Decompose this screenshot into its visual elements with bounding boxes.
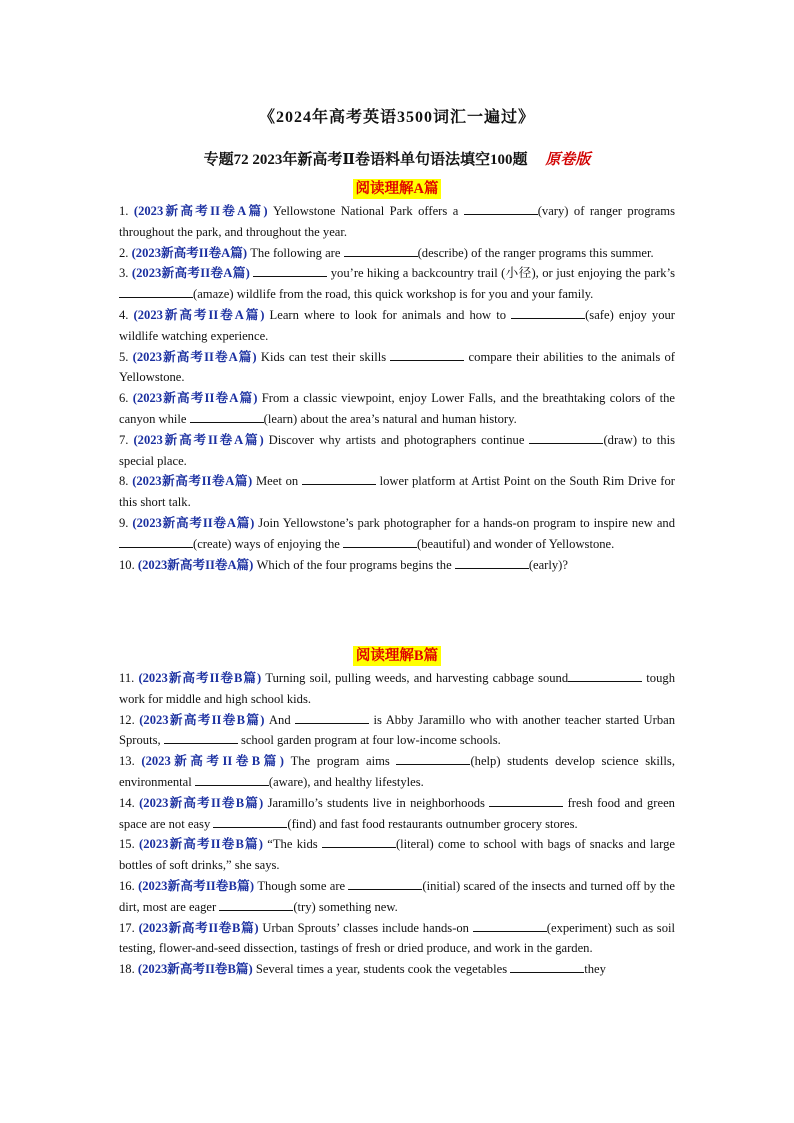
question-text: lower platform at Artist Point on the South Rim Drive for this short talk. bbox=[119, 474, 675, 510]
question-item bbox=[119, 876, 675, 918]
question-number: 2. bbox=[119, 245, 129, 260]
question-text: tough work for middle and high school kids. bbox=[119, 671, 675, 706]
question-source: (2023新高考II卷A篇) bbox=[133, 432, 264, 447]
question-item bbox=[119, 918, 675, 960]
question-source: (2023新高考II卷B篇) bbox=[139, 712, 265, 727]
answer-blank[interactable] bbox=[119, 534, 193, 548]
question-number: 11. bbox=[119, 671, 135, 685]
document-title: 《2024年高考英语3500词汇一遍过》 bbox=[258, 109, 535, 126]
question-source: (2023新高考II卷B篇) bbox=[138, 878, 255, 893]
question-number: 7. bbox=[119, 432, 129, 447]
question-text: (aware), and healthy lifestyles. bbox=[268, 774, 424, 789]
question-number: 14. bbox=[119, 795, 135, 810]
question-text: (help) students develop science skills, environmental bbox=[119, 754, 675, 789]
answer-blank[interactable] bbox=[396, 751, 470, 765]
answer-blank[interactable] bbox=[213, 814, 287, 828]
edition-label: 原卷版 bbox=[545, 152, 591, 168]
question-text: Which of the four programs begins the bbox=[256, 557, 455, 572]
question-text: And bbox=[268, 712, 296, 727]
answer-blank[interactable] bbox=[473, 918, 547, 932]
question-source: (2023新高考II卷A篇) bbox=[133, 307, 265, 322]
answer-blank[interactable] bbox=[219, 897, 293, 911]
answer-blank[interactable] bbox=[253, 263, 327, 277]
answer-blank[interactable] bbox=[302, 471, 376, 485]
question-item bbox=[119, 555, 675, 576]
question-item bbox=[119, 347, 675, 389]
question-text: (literal) come to school with bags of snacks and large bottles of soft drinks,” she says. bbox=[119, 837, 675, 873]
question-item bbox=[119, 793, 675, 835]
section-b-questions bbox=[119, 668, 675, 980]
answer-blank[interactable] bbox=[322, 834, 396, 848]
question-number: 16. bbox=[119, 878, 135, 893]
question-text: (amaze) wildlife from the road, this quick workshop is for you and your family. bbox=[193, 287, 594, 302]
answer-blank[interactable] bbox=[343, 534, 417, 548]
question-source: (2023新高考II卷B篇) bbox=[141, 754, 284, 769]
question-number: 1. bbox=[119, 204, 129, 218]
question-text: Yellowstone National Park offers a bbox=[273, 204, 464, 218]
question-source: (2023新高考II卷A篇) bbox=[132, 349, 257, 364]
question-number: 3. bbox=[119, 266, 129, 281]
question-text: you’re hiking a backcountry trail (小径), or just enjoying the park’s bbox=[327, 266, 675, 281]
question-text: (early)? bbox=[528, 557, 568, 572]
question-text: (beautiful) and wonder of Yellowstone. bbox=[417, 536, 615, 551]
subtitle-text: 专题72 2023年新高考Ⅱ卷语料单句语法填空100题 bbox=[203, 152, 528, 168]
question-text: compare their abilities to the animals of Yellowstone. bbox=[119, 349, 675, 385]
question-item bbox=[119, 263, 675, 305]
question-text: Urban Sprouts’ classes include hands-on bbox=[262, 920, 473, 935]
question-text: Meet on bbox=[255, 474, 302, 489]
question-number: 18. bbox=[119, 962, 135, 977]
question-number: 9. bbox=[119, 515, 129, 530]
answer-blank[interactable] bbox=[195, 772, 269, 786]
section-heading-b: 阅读理解B篇 bbox=[0, 646, 794, 666]
answer-blank[interactable] bbox=[511, 305, 585, 319]
question-source: (2023新高考II卷A篇) bbox=[132, 474, 253, 489]
question-source: (2023新高考II卷B篇) bbox=[137, 962, 253, 977]
answer-blank[interactable] bbox=[164, 730, 238, 744]
question-text: (draw) to this special place. bbox=[119, 432, 675, 468]
question-text: Kids can test their skills bbox=[260, 349, 391, 364]
question-text: (create) ways of enjoying the bbox=[193, 536, 344, 551]
question-item bbox=[119, 201, 675, 243]
answer-blank[interactable] bbox=[295, 710, 369, 724]
answer-blank[interactable] bbox=[455, 555, 529, 569]
question-number: 8. bbox=[119, 474, 129, 489]
question-text: (safe) enjoy your wildlife watching experience. bbox=[119, 307, 675, 343]
question-item bbox=[119, 513, 675, 555]
question-item bbox=[119, 751, 675, 793]
question-source: (2023新高考II卷A篇) bbox=[132, 515, 255, 530]
question-text: Though some are bbox=[257, 878, 349, 893]
question-source: (2023新高考II卷A篇) bbox=[133, 204, 268, 218]
question-source: (2023新高考II卷B篇) bbox=[139, 837, 263, 852]
question-number: 4. bbox=[119, 307, 129, 322]
question-text: (try) something new. bbox=[293, 899, 398, 914]
question-text: “The kids bbox=[267, 837, 322, 852]
question-text: is Abby Jaramillo who with another teacher started Urban Sprouts, bbox=[119, 712, 675, 748]
question-source: (2023新高考II卷B篇) bbox=[139, 795, 264, 810]
question-text: (learn) about the area’s natural and human history. bbox=[263, 411, 517, 426]
question-text: (describe) of the ranger programs this summer. bbox=[417, 245, 654, 260]
section-a-questions bbox=[119, 201, 675, 575]
question-item bbox=[119, 710, 675, 752]
question-item bbox=[119, 959, 675, 980]
question-number: 17. bbox=[119, 920, 135, 935]
answer-blank[interactable] bbox=[348, 876, 422, 890]
question-source: (2023新高考II卷A篇) bbox=[131, 245, 248, 260]
question-text: they bbox=[584, 962, 606, 977]
answer-blank[interactable] bbox=[489, 793, 563, 807]
answer-blank[interactable] bbox=[464, 201, 538, 215]
question-number: 5. bbox=[119, 349, 129, 364]
section-heading-a: 阅读理解A篇 bbox=[0, 179, 794, 199]
answer-blank[interactable] bbox=[119, 284, 193, 298]
question-text: Learn where to look for animals and how to bbox=[269, 307, 512, 322]
question-number: 6. bbox=[119, 391, 129, 406]
question-text: (vary) of ranger programs throughout the park, and throughout the year. bbox=[119, 204, 675, 239]
answer-blank[interactable] bbox=[568, 668, 642, 682]
question-source: (2023新高考II卷A篇) bbox=[137, 557, 254, 572]
question-text: The following are bbox=[250, 245, 344, 260]
question-text: school garden program at four low-income schools. bbox=[237, 733, 501, 748]
question-item bbox=[119, 471, 675, 513]
answer-blank[interactable] bbox=[510, 959, 584, 973]
question-number: 12. bbox=[119, 712, 135, 727]
question-text: Join Yellowstone’s park photographer for a hands-on program to inspire new and bbox=[258, 515, 675, 530]
question-text: (find) and fast food restaurants outnumber grocery stores. bbox=[287, 816, 578, 831]
question-source: (2023新高考II卷B篇) bbox=[138, 920, 259, 935]
question-item bbox=[119, 243, 675, 264]
question-number: 10. bbox=[119, 557, 135, 572]
document-subtitle bbox=[0, 148, 794, 169]
answer-blank[interactable] bbox=[390, 347, 464, 361]
question-text: fresh food and green space are not easy bbox=[119, 795, 675, 831]
question-text: (experiment) such as soil testing, flower-and-seed dissection, tastings of fresh or dried produce, and work in the garden. bbox=[119, 920, 675, 956]
question-text: Turning soil, pulling weeds, and harvesting cabbage sound bbox=[265, 671, 569, 685]
question-source: (2023新高考II卷A篇) bbox=[132, 391, 258, 406]
question-item bbox=[119, 430, 675, 472]
question-number: 15. bbox=[119, 837, 135, 852]
question-source: (2023新高考II卷B篇) bbox=[138, 671, 262, 685]
question-item bbox=[119, 305, 675, 347]
question-text: Discover why artists and photographers continue bbox=[268, 432, 530, 447]
question-text: Several times a year, students cook the vegetables bbox=[255, 962, 511, 977]
question-item bbox=[119, 388, 675, 430]
question-item bbox=[119, 834, 675, 876]
answer-blank[interactable] bbox=[190, 409, 264, 423]
question-text: (initial) scared of the insects and turned off by the dirt, most are eager bbox=[119, 878, 675, 914]
question-number: 13. bbox=[119, 754, 135, 769]
question-text: Jaramillo’s students live in neighborhoods bbox=[267, 795, 490, 810]
answer-blank[interactable] bbox=[529, 430, 603, 444]
question-text: The program aims bbox=[290, 754, 397, 769]
question-text: From a classic viewpoint, enjoy Lower Falls, and the breathtaking colors of the canyon while bbox=[119, 391, 675, 426]
question-item bbox=[119, 668, 675, 710]
answer-blank[interactable] bbox=[344, 243, 418, 257]
question-source: (2023新高考II卷A篇) bbox=[131, 266, 250, 281]
